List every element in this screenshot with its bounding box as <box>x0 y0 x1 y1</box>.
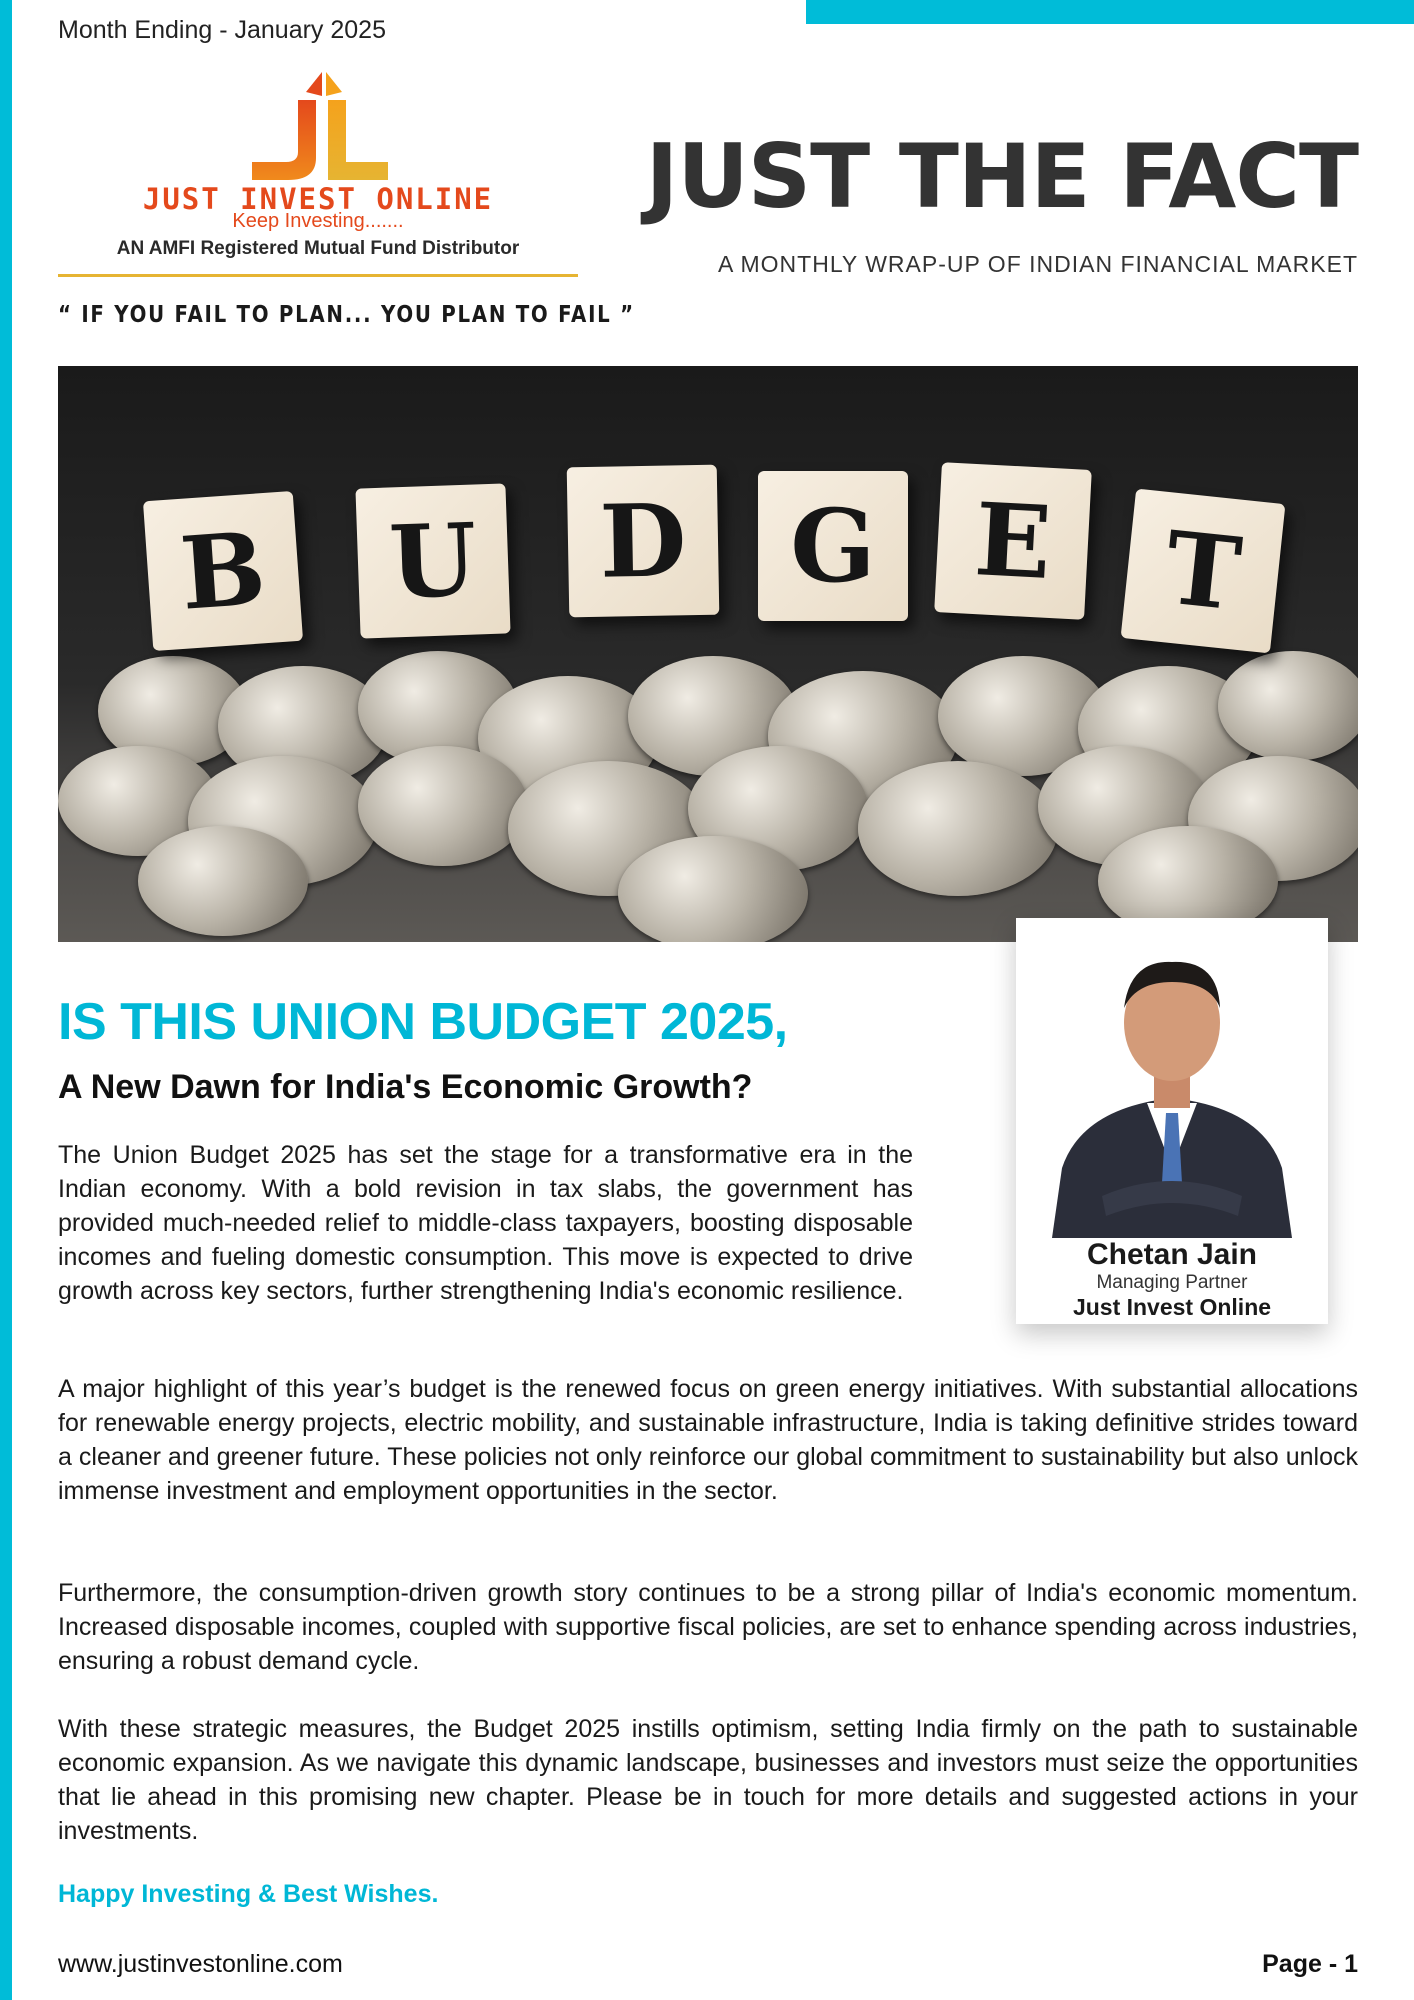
article-paragraph: Furthermore, the consumption-driven growth story continues to be a strong pillar of India's economic momentum. Increased disposable incomes, coupled with supportive fiscal policies, are set to enhance spending across industries, ensuring a robust demand cycle. <box>58 1579 1358 1675</box>
company-logo <box>58 70 578 285</box>
coin <box>618 836 808 942</box>
article-paragraph: A major highlight of this year’s budget is the renewed focus on green energy initiatives. With substantial allocations for renewable energy projects, electric mobility, and sustainable infrastructure, India is taking definitive strides toward a cleaner and greener future. These policies not only reinforce our global commitment to sustainability but also unlock immense investment and employment opportunities in the sector. <box>58 1375 1358 1505</box>
coin <box>358 746 528 866</box>
motto-quote: “ IF YOU FAIL TO PLAN... YOU PLAN TO FAIL ” <box>58 302 635 328</box>
jl-logo-icon <box>228 70 428 185</box>
logo-name: JUST INVEST ONLINE <box>142 182 494 216</box>
author-organization: Just Invest Online <box>1072 1294 1272 1320</box>
budget-letter-block: T <box>1121 489 1286 654</box>
budget-letter-block: D <box>567 465 720 618</box>
logo-underline <box>58 274 578 277</box>
page-number: Page - 1 <box>1262 1950 1358 1978</box>
article-headline: IS THIS UNION BUDGET 2025, <box>58 993 788 1051</box>
amfi-registration: AN AMFI Registered Mutual Fund Distributor <box>116 238 520 259</box>
newsletter-subtitle: A MONTHLY WRAP-UP OF INDIAN FINANCIAL MARKET <box>718 251 1358 277</box>
signoff: Happy Investing & Best Wishes. <box>58 1880 439 1908</box>
website-link[interactable]: www.justinvestonline.com <box>58 1950 343 1978</box>
newsletter-title: JUST THE FACT <box>645 125 1358 228</box>
month-ending-label: Month Ending - January 2025 <box>58 16 386 44</box>
author-profile-card <box>1016 918 1328 1324</box>
author-portrait-icon <box>1042 938 1302 1238</box>
masthead <box>645 125 1358 278</box>
logo-tagline: Keep Investing....... <box>232 210 404 232</box>
coin <box>138 826 308 936</box>
budget-letter-block: U <box>355 483 510 638</box>
author-name: Chetan Jain <box>1086 1238 1258 1271</box>
article-paragraph: The Union Budget 2025 has set the stage for a transformative era in the Indian economy. With a bold revision in tax slabs, the government has provided much-needed relief to middle-class taxpayers, boosting disposable incomes and fueling domestic consumption. This move is expected to drive growth across key sectors, further strengthening India's economic resilience. <box>58 1141 913 1305</box>
author-role: Managing Partner <box>1096 1272 1248 1293</box>
budget-hero-image <box>58 366 1358 942</box>
budget-letter-block: G <box>758 471 908 621</box>
budget-letter-block: E <box>934 462 1092 620</box>
article-subheadline: A New Dawn for India's Economic Growth? <box>58 1068 753 1106</box>
coin <box>858 761 1058 896</box>
top-accent-bar <box>806 0 1414 24</box>
budget-letter-block: B <box>143 491 303 651</box>
coin <box>1218 651 1358 761</box>
article-paragraph: With these strategic measures, the Budget 2025 instills optimism, setting India firmly on the path to sustainable economic expansion. As we navigate this dynamic landscape, businesses and investors must seize the opportunities that lie ahead in this promising new chapter. Please be in touch for more details and suggested actions in your investments. <box>58 1715 1358 1845</box>
left-accent-bar <box>0 0 12 2000</box>
